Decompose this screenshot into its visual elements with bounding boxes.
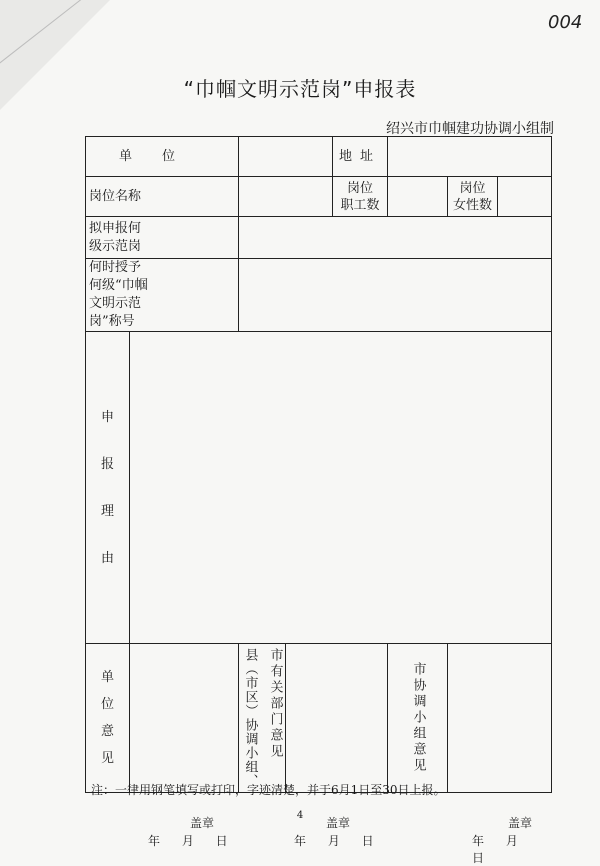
row-level [86, 217, 552, 259]
unit-value[interactable] [239, 137, 333, 177]
reason-label [86, 409, 129, 567]
post-staff-label-line2: 职工数 [340, 197, 380, 213]
unit-date: 年 月 日 [148, 834, 228, 848]
post-name-label-cell [86, 177, 239, 217]
reason-label-cell [86, 332, 130, 644]
post-name-value[interactable] [239, 177, 333, 217]
award-label-line2: 何级“巾帼 [89, 278, 148, 293]
row-opinions [86, 644, 552, 793]
award-label-line4: 岗”称号 [89, 314, 135, 329]
level-label-cell [86, 217, 239, 259]
county-city-label-cell [239, 644, 286, 793]
address-value[interactable] [388, 137, 552, 177]
issuer-line: 绍兴市巾帼建功协调小组制 [386, 121, 554, 137]
form-title: “巾帼文明示范岗”申报表 [183, 77, 417, 101]
post-name-label: 岗位名称 [89, 188, 142, 204]
post-staff-label-cell [333, 177, 388, 217]
city-coord-label: 市协调小组意见 [410, 662, 426, 774]
reason-char-2: 报 [100, 456, 114, 472]
city-coord-opinion-cell[interactable] [448, 644, 552, 865]
award-value[interactable] [239, 259, 552, 332]
award-label-cell [86, 259, 239, 332]
post-staff-label-line1: 岗位 [347, 180, 374, 196]
post-female-value[interactable] [498, 177, 552, 217]
address-label-cell [333, 137, 388, 177]
county-opinion-cell[interactable] [286, 644, 388, 848]
unit-opinion-char-3: 意 [100, 724, 114, 739]
post-female-label-cell [448, 177, 498, 217]
level-label-line1: 拟申报何 [89, 220, 142, 236]
address-label: 地址 [339, 149, 382, 164]
handwritten-page-mark: 004 [548, 12, 583, 33]
level-value[interactable] [239, 217, 552, 259]
unit-opinion-label-cell [86, 644, 130, 793]
row-award [86, 259, 552, 332]
county-date: 年 月 日 [294, 834, 374, 848]
unit-label: 单位 [119, 149, 206, 164]
award-label-line1: 何时授予 [89, 260, 142, 275]
award-label-line3: 文明示范 [89, 296, 142, 311]
unit-label-cell [86, 137, 239, 177]
post-staff-value[interactable] [388, 177, 448, 217]
unit-opinion-char-2: 位 [100, 697, 114, 712]
reason-char-3: 理 [100, 503, 114, 519]
row-post [86, 177, 552, 217]
city-coord-label-cell [388, 644, 448, 793]
application-form [85, 136, 552, 865]
city-coord-seal: 盖章 [508, 816, 533, 830]
row-reason [86, 332, 552, 644]
post-female-label-line1: 岗位 [459, 180, 486, 196]
unit-opinion-cell[interactable] [130, 644, 239, 848]
unit-opinion-char-1: 单 [100, 670, 114, 685]
reason-value[interactable] [130, 332, 552, 644]
county-label: 县（市区）协调小组、 [242, 648, 258, 788]
row-unit [86, 137, 552, 177]
reason-char-1: 申 [100, 409, 114, 425]
unit-opinion-label [86, 669, 129, 767]
city-coord-date: 年 月 日 [472, 834, 518, 865]
county-seal: 盖章 [326, 816, 351, 830]
unit-seal: 盖章 [190, 816, 215, 830]
page-number: 4 [296, 810, 304, 821]
footnote: 注：一律用钢笔填写或打印，字迹清楚，并于6月1日至30日上报。 [91, 783, 446, 797]
unit-opinion-char-4: 见 [100, 751, 114, 766]
level-label-line2: 级示范岗 [89, 238, 142, 254]
city-dept-label: 市有关部门意见 [267, 648, 283, 760]
post-female-label-line2: 女性数 [453, 197, 493, 213]
reason-char-4: 由 [100, 550, 114, 566]
